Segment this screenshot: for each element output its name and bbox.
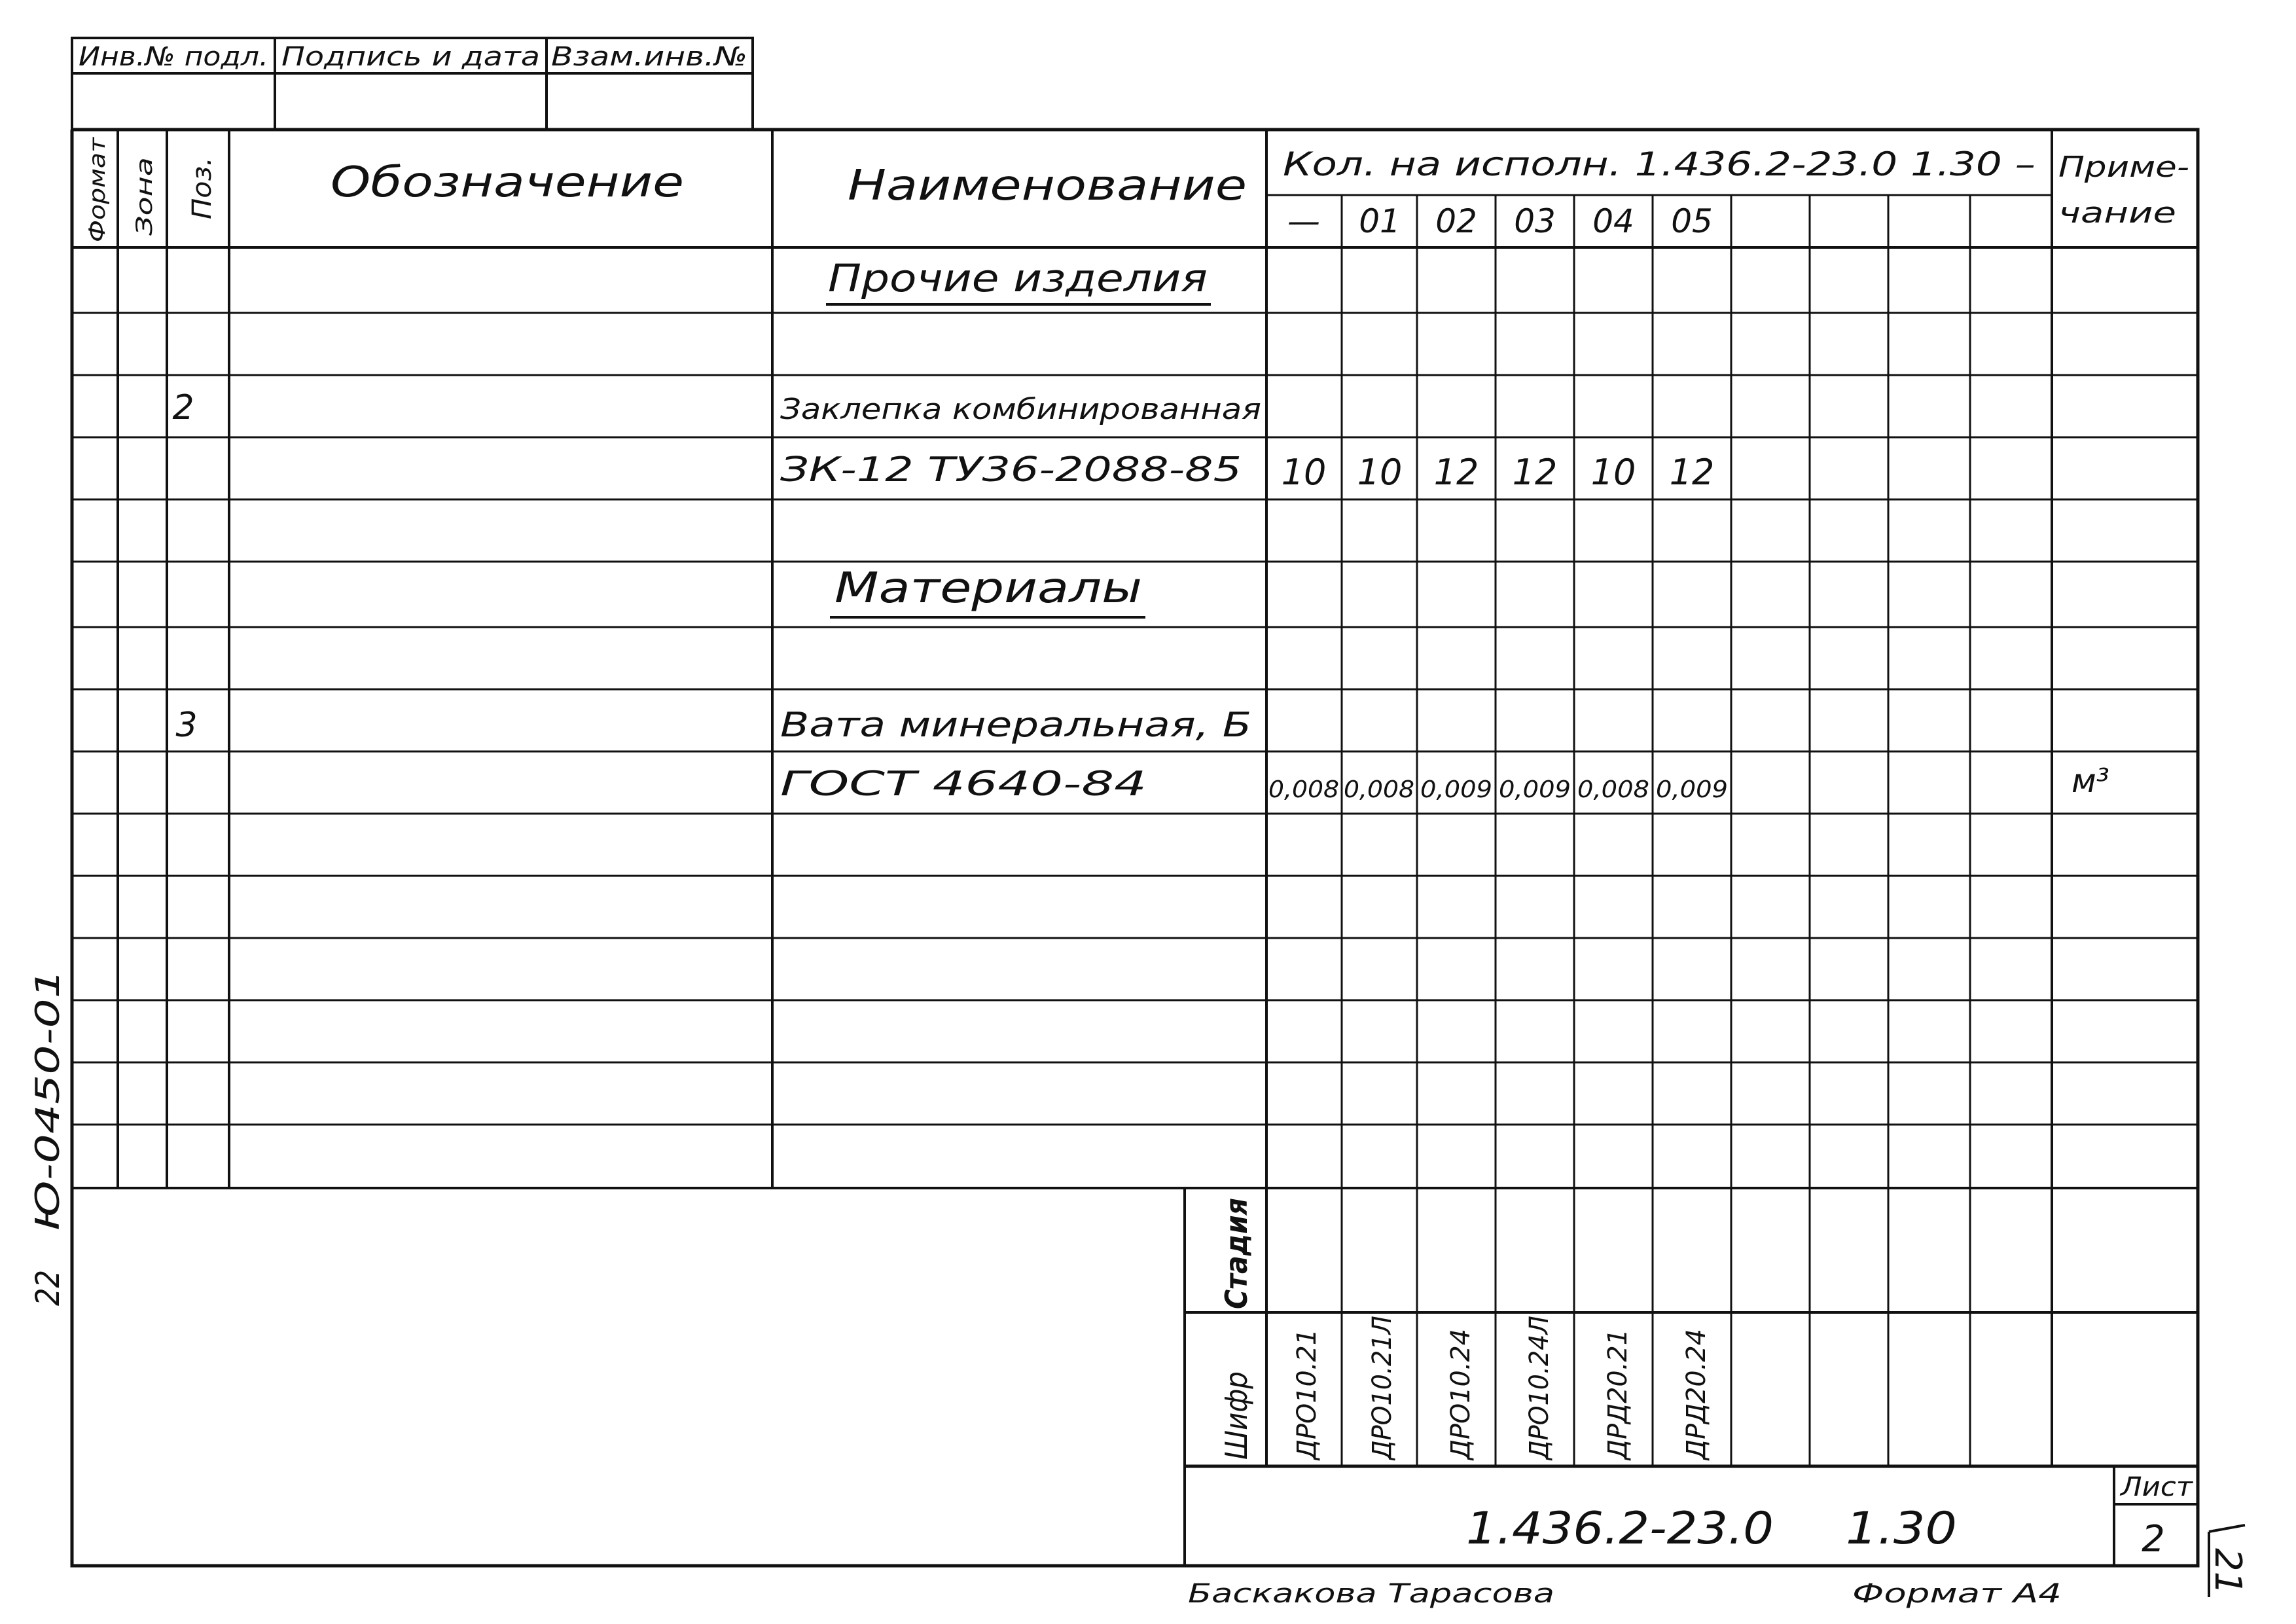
variant-04: 04 [1592, 202, 1634, 240]
sheet-number: 2 [2142, 1518, 2165, 1561]
cipher-01: ДРО10.21Л [1367, 1308, 1397, 1460]
margin-archive-number: Ю-0450-01 [29, 1047, 67, 1231]
header-qty: Кол. на исполн. 1.436.2-23.0 1.30 – [1283, 145, 2036, 183]
qty-rivet-01: 10 [1357, 452, 1403, 493]
section-title-other: Прочие изделия [828, 256, 1208, 300]
cipher-03: ДРО10.24Л [1524, 1308, 1554, 1460]
qty-rivet-04: 10 [1590, 452, 1636, 493]
qty-wool-01: 0,008 [1344, 776, 1414, 803]
variant-base: — [1287, 202, 1320, 240]
qty-rivet-02: 12 [1433, 452, 1479, 493]
qty-rivet-05: 12 [1669, 452, 1715, 493]
header-designation: Обозначение [331, 158, 684, 207]
row-name-wool: Вата минеральная, Б [780, 706, 1251, 745]
stamp-sign-label: Подпись и дата [281, 42, 540, 72]
variant-headers [1287, 202, 1713, 240]
margin-code: 22 [29, 1264, 67, 1306]
spec-rows [172, 256, 2109, 804]
spec-frame [72, 130, 2198, 1566]
cipher-05: ДРД20.24 [1681, 1327, 1712, 1460]
header-pos: Поз. [187, 161, 217, 219]
margin-page-number: 21 [2206, 1548, 2249, 1595]
stamp-inv-label: Инв.№ подл. [79, 42, 268, 72]
qty-wool-base: 0,008 [1268, 776, 1339, 803]
document-designation: 1.436.2-23.0 [1466, 1503, 1774, 1555]
row-name-wool-gost: ГОСТ 4640-84 [780, 765, 1147, 804]
qty-wool-04: 0,008 [1577, 776, 1649, 803]
header-note-2: чание [2058, 196, 2176, 230]
header-note-1: Приме- [2058, 151, 2189, 184]
cipher-02: ДРО10.24 [1446, 1327, 1476, 1460]
cipher-base: ДРО10.21 [1292, 1327, 1322, 1460]
cipher-label: Шифр [1219, 1363, 1254, 1460]
row-pos-3: 3 [175, 706, 198, 745]
qty-wool-02: 0,009 [1420, 776, 1492, 803]
stamp-replace-label: Взам.инв.№ [551, 42, 747, 72]
footer-authors: Баскакова Тарасова [1188, 1579, 1554, 1609]
sheet-code: 1.30 [1846, 1503, 1957, 1555]
qty-rivet-base: 10 [1281, 452, 1327, 493]
header-format: Формат [84, 152, 111, 242]
row-name-rivet-spec: ЗК-12 ТУ36-2088-85 [780, 450, 1242, 490]
note-wool-unit: м³ [2072, 762, 2109, 800]
cipher-values [1292, 1308, 1712, 1461]
stage-label: Стадия [1219, 1184, 1254, 1309]
header-name: Наименование [848, 162, 1247, 210]
footer-format: Формат А4 [1852, 1579, 2062, 1609]
row-pos-2: 2 [172, 388, 194, 427]
variant-03: 03 [1514, 202, 1556, 240]
variant-02: 02 [1435, 202, 1477, 240]
qty-rivet-03: 12 [1512, 452, 1558, 493]
header-zone: Зона [132, 179, 158, 236]
qty-wool-03: 0,009 [1499, 776, 1571, 803]
qty-wool-05: 0,009 [1656, 776, 1728, 803]
section-title-materials: Материалы [834, 564, 1142, 613]
sheet-label: Лист [2119, 1472, 2194, 1502]
cipher-04: ДРД20.21 [1603, 1327, 1633, 1460]
variant-01: 01 [1359, 202, 1401, 240]
row-name-rivet: Заклепка комбинированная [780, 393, 1261, 426]
variant-05: 05 [1671, 202, 1713, 240]
